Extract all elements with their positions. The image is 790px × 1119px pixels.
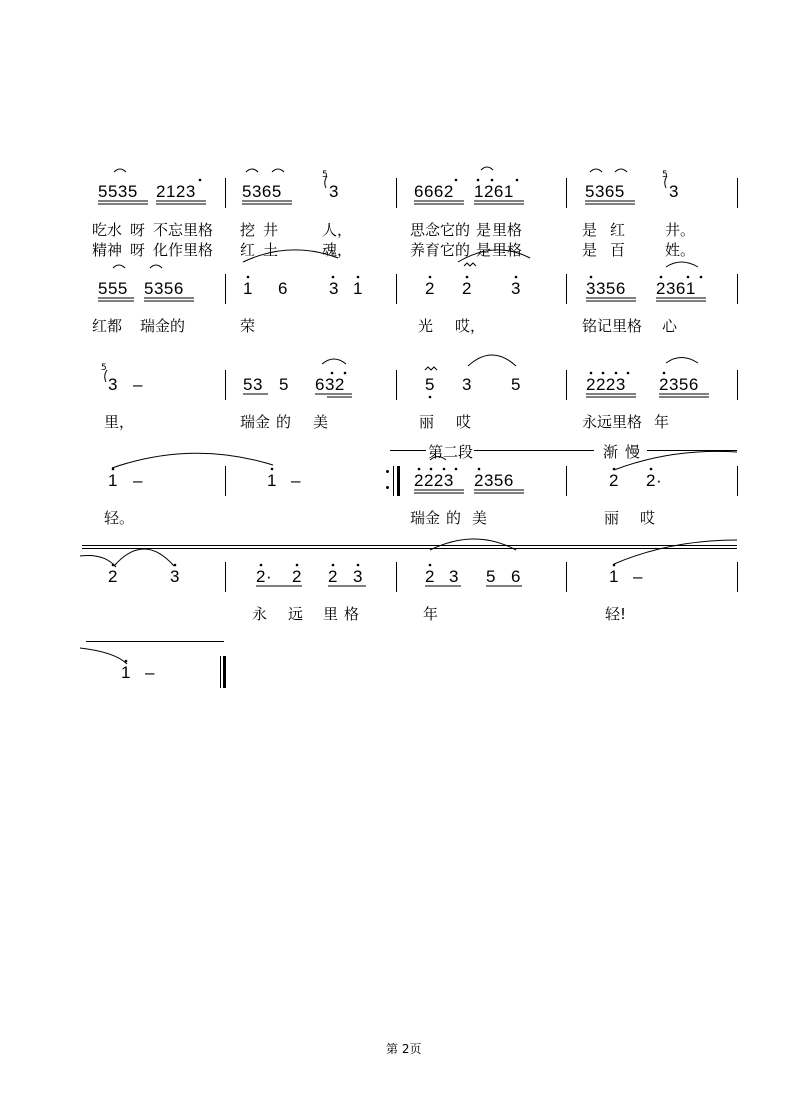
lyric: 里， (104, 413, 135, 431)
note: 6 (511, 567, 521, 586)
lyric: 呀 (130, 221, 146, 239)
note: 2 (328, 567, 338, 586)
lyric: 红 (610, 221, 626, 239)
dash: – (291, 471, 301, 490)
page-number: 第 2页 (386, 1042, 422, 1056)
note: 1 (243, 279, 253, 298)
note-group: 2123 (156, 182, 196, 201)
lyric: 化作里格 (153, 241, 214, 259)
section-label: 第二段 (428, 443, 474, 461)
lyric: 井。 (665, 221, 696, 239)
note-group: 2356 (474, 471, 514, 490)
lyric: 丽 (419, 413, 435, 431)
note: 1 (267, 471, 277, 490)
note: 3 (329, 279, 339, 298)
note-group: 5535 (98, 182, 138, 201)
lyric: 红都 (92, 317, 123, 335)
note: 2· (256, 567, 273, 586)
tempo-mark: 渐 (603, 443, 619, 461)
lyric: 丽 (604, 509, 620, 527)
lyric: 里格 (323, 605, 366, 623)
note: 1 (609, 567, 619, 586)
lyric: 精神 (92, 241, 123, 259)
lyric: 是 (476, 221, 492, 239)
lyric: 思念它的 (410, 221, 471, 239)
lyric: 瑞金 (410, 509, 441, 527)
lyric: 瑞金的 (140, 317, 186, 335)
lyric: 红土 (240, 241, 287, 259)
lyric: 美 (472, 509, 488, 527)
lyric: 远 (288, 605, 304, 623)
lyric: 是 (582, 221, 598, 239)
lyric: 年 (654, 413, 670, 431)
note-group: 3 (329, 182, 339, 201)
note: 1 (353, 279, 363, 298)
note: 3 (108, 375, 118, 394)
note: 5 (511, 375, 521, 394)
lyric: 轻! (605, 605, 627, 623)
lyric: 不忘里格 (153, 221, 214, 239)
note: 5 (425, 375, 435, 394)
note: 2 (462, 279, 472, 298)
lyric: 哎 (456, 413, 472, 431)
lyric: 人， (322, 221, 353, 239)
note: 1 (121, 663, 131, 682)
note-group: 6662 (414, 182, 454, 201)
note-group: 2223 (586, 375, 626, 394)
note-group: 1261 (474, 182, 514, 201)
lyric: 是 (476, 241, 492, 259)
note-group: 53 (243, 375, 263, 394)
note: 6 (278, 279, 288, 298)
lyric: 铭记里格 (582, 317, 643, 335)
note-group: 632 (315, 375, 345, 394)
note: 2· (646, 471, 663, 490)
lyric: 吃水 (92, 221, 123, 239)
lyric: 是 (582, 241, 598, 259)
lyric: 哎， (455, 317, 486, 335)
lyric: 年 (423, 605, 439, 623)
lyric: 光 (418, 317, 434, 335)
note-group: 5365 (585, 182, 625, 201)
note-group: 3 (669, 182, 679, 201)
lyric: 心 (662, 317, 678, 335)
lyric: 呀 (130, 241, 146, 259)
tempo-mark: 慢 (625, 443, 641, 461)
lyric: 的 (276, 413, 292, 431)
note: 5 (486, 567, 496, 586)
lyric: 永远里格 (582, 413, 643, 431)
lyric: 养育它的 (410, 241, 471, 259)
note-group: 3356 (586, 279, 626, 298)
note: 2 (108, 567, 118, 586)
note: 3 (511, 279, 521, 298)
lyric: 永 (252, 605, 268, 623)
lyric: 的 (446, 509, 462, 527)
note-group: 555 (98, 279, 128, 298)
dash: – (633, 567, 643, 586)
grace-note: 5 (662, 170, 668, 180)
dash: – (133, 375, 143, 394)
lyric: 荣 (240, 317, 256, 335)
lyric: 轻。 (104, 509, 135, 527)
note: 2 (609, 471, 619, 490)
note-group: 2223 (414, 471, 454, 490)
note-group: 2361 (656, 279, 696, 298)
lyric: 里格 (492, 241, 523, 259)
lyric: 挖井 (240, 221, 287, 239)
lyric: 百 (610, 241, 626, 259)
note: 3 (353, 567, 363, 586)
note: 2 (425, 279, 435, 298)
note: 5 (279, 375, 289, 394)
lyric: 姓。 (665, 241, 696, 259)
lyric: 哎 (640, 509, 656, 527)
lyric: 里格 (492, 221, 523, 239)
note-group: 5365 (242, 182, 282, 201)
grace-note: 5 (322, 170, 328, 180)
note-group: 2356 (659, 375, 699, 394)
note: 1 (108, 471, 118, 490)
note: 3 (462, 375, 472, 394)
note: 3 (170, 567, 180, 586)
lyric: 瑞金 (240, 413, 271, 431)
note: 2 (425, 567, 435, 586)
dash: – (133, 471, 143, 490)
grace-note: 5 (101, 363, 107, 373)
note: 2 (292, 567, 302, 586)
lyric: 美 (313, 413, 329, 431)
note: 3 (449, 567, 459, 586)
note-group: 5356 (144, 279, 184, 298)
dash: – (145, 663, 155, 682)
lyric: 魂， (322, 241, 353, 259)
